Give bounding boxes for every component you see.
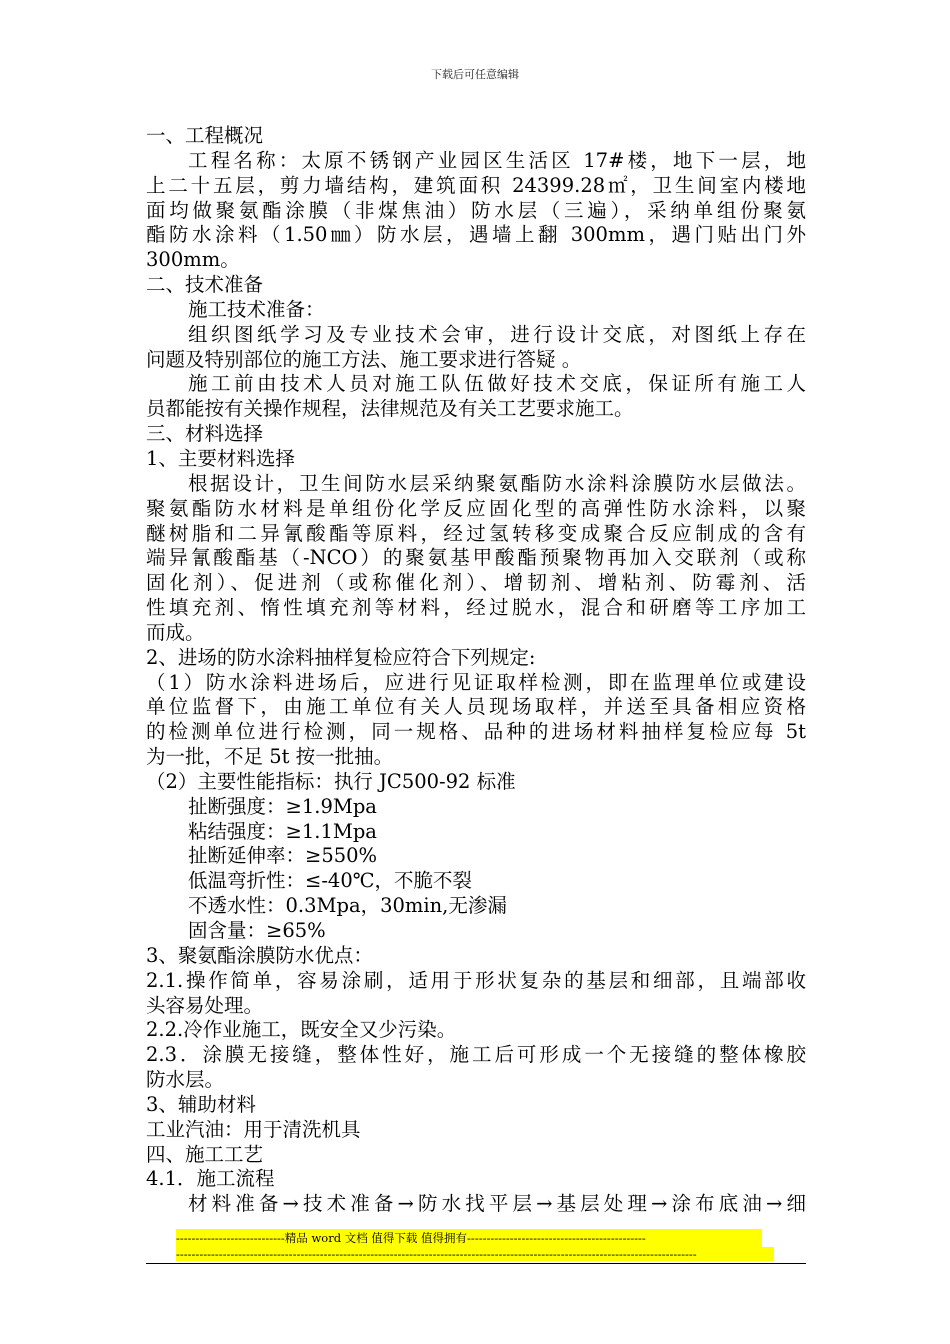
text-line: 低温弯折性：≤-40℃，不脆不裂 xyxy=(188,869,473,893)
text-line: 3、辅助材料 xyxy=(146,1092,256,1116)
text-line: 300mm。 xyxy=(146,248,240,272)
text-line: 材料准备→技术准备→防水找平层→基层处理→涂布底油→细 xyxy=(188,1192,806,1216)
text-line: 员都能按有关操作规程，法律规范及有关工艺要求施工。 xyxy=(146,397,634,421)
text-line: 面均做聚氨酯涂膜（非煤焦油）防水层（三遍），采纳单组份聚氨 xyxy=(146,198,806,222)
text-line: 三、材料选择 xyxy=(146,422,264,446)
footer-banner: ----------------------------精品 word 文档 值得下载 值得拥有---------------------------------------------- xyxy=(176,1229,762,1247)
text-line: 聚氨酯防水材料是单组份化学反应固化型的高弹性防水涂料，以聚 xyxy=(146,496,806,520)
page-header: 下载后可任意编辑 xyxy=(431,68,519,81)
text-line: 1、主要材料选择 xyxy=(146,446,295,470)
footer-rule xyxy=(146,1263,806,1264)
text-line: （1）防水涂料进场后，应进行见证取样检测，即在监理单位或建设 xyxy=(146,670,806,694)
text-line: 问题及特别部位的施工方法、施工要求进行答疑 。 xyxy=(146,347,582,371)
text-line: 2.1.操作简单，容易涂刷，适用于形状复杂的基层和细部，且端部收 xyxy=(146,968,806,992)
text-line: 醚树脂和二异氰酸酯等原料，经过氢转移变成聚合反应制成的含有 xyxy=(146,521,806,545)
text-line: 3、聚氨酯涂膜防水优点： xyxy=(146,943,373,967)
text-line: 施工技术准备： xyxy=(188,297,325,321)
text-line: 四、施工工艺 xyxy=(146,1142,264,1166)
text-line: 头容易处理。 xyxy=(146,993,264,1017)
text-line: （2）主要性能指标：执行 JC500-92 标准 xyxy=(146,769,516,793)
text-line: 工业汽油：用于清洗机具 xyxy=(146,1117,361,1141)
text-line: 性填充剂、惰性填充剂等材料，经过脱水，混合和研磨等工序加工 xyxy=(146,596,806,620)
text-line: 单位监督下，由施工单位有关人员现场取样，并送至具备相应资格 xyxy=(146,695,806,719)
footer-dashes: -------------------------------------------------------------------------------------------------------------------------------------- xyxy=(176,1247,774,1261)
text-line: 固含量：≥65% xyxy=(188,919,326,942)
text-line: 扯断强度：≥1.9Mpa xyxy=(188,794,377,818)
text-line: 而成。 xyxy=(146,620,205,644)
text-line: 酯防水涂料（1.50㎜）防水层，遇墙上翻 300mm，遇门贴出门外 xyxy=(146,223,806,247)
text-line: 为一批，不足 5t 按一批抽。 xyxy=(146,745,394,769)
text-line: 二、技术准备 xyxy=(146,273,264,297)
text-line: 上二十五层，剪力墙结构，建筑面积 24399.28㎡，卫生间室内楼地 xyxy=(146,173,806,197)
text-line: 粘结强度：≥1.1Mpa xyxy=(188,819,377,843)
text-line: 不透水性：0.3Mpa，30min,无渗漏 xyxy=(188,894,507,918)
document-body xyxy=(146,124,806,1217)
text-line: 4.1．施工流程 xyxy=(146,1167,275,1191)
text-line: 的检测单位进行检测，同一规格、品种的进场材料抽样复检应每 5t xyxy=(146,720,806,744)
text-line: 防水层。 xyxy=(146,1068,225,1092)
text-line: 2、进场的防水涂料抽样复检应符合下列规定: xyxy=(146,645,536,669)
text-line: 一、工程概况 xyxy=(146,124,264,147)
text-line: 组织图纸学习及专业技术会审，进行设计交底，对图纸上存在 xyxy=(188,322,806,346)
text-line: 2.2.冷作业施工，既安全又少污染。 xyxy=(146,1018,457,1042)
text-line: 根据设计，卫生间防水层采纳聚氨酯防水涂料涂膜防水层做法。 xyxy=(188,471,806,495)
text-line: 2.3．涂膜无接缝，整体性好，施工后可形成一个无接缝的整体橡胶 xyxy=(146,1043,806,1067)
text-line: 固化剂）、促进剂（或称催化剂）、增韧剂、增粘剂、防霉剂、活 xyxy=(146,571,806,595)
text-line: 扯断延伸率：≥550% xyxy=(188,844,378,868)
text-line: 工程名称：太原不锈钢产业园区生活区 17#楼，地下一层，地 xyxy=(188,148,806,172)
text-line: 施工前由技术人员对施工队伍做好技术交底，保证所有施工人 xyxy=(188,372,806,396)
text-line: 端异氰酸酯基（-NCO）的聚氨基甲酸酯预聚物再加入交联剂（或称 xyxy=(146,546,806,570)
